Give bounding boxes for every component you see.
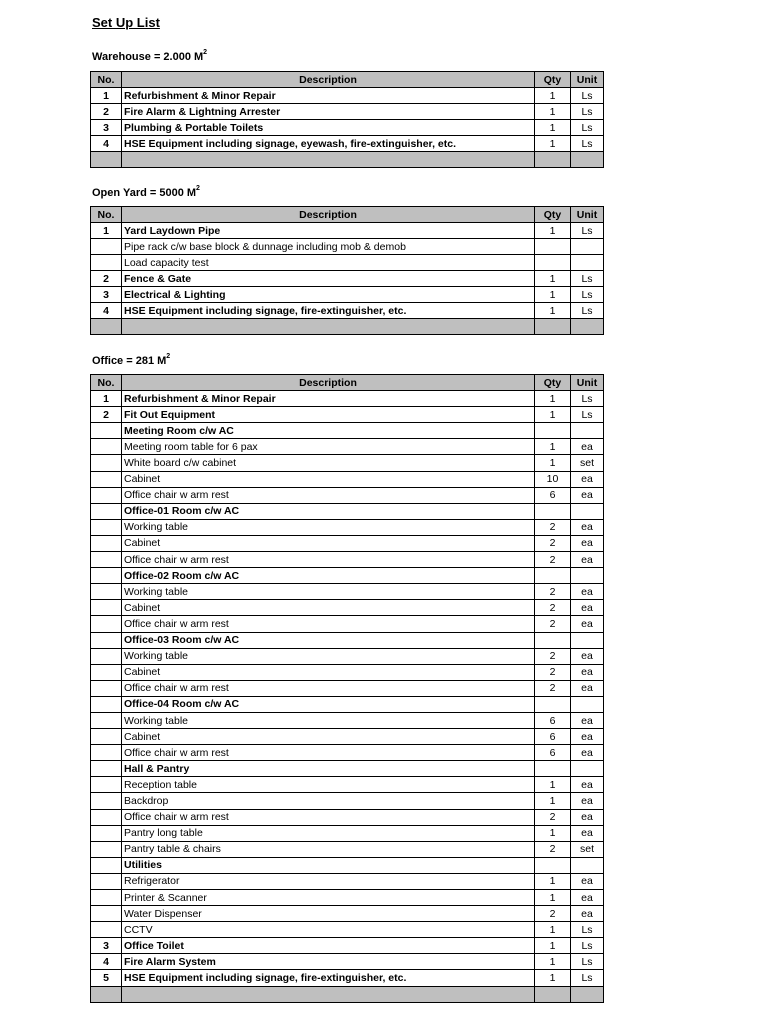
cell-description: Meeting Room c/w AC (122, 423, 535, 439)
cell-qty: 1 (535, 136, 571, 152)
cell-unit (571, 255, 604, 271)
table-row (91, 391, 604, 407)
cell-unit: ea (571, 745, 604, 761)
cell-no (91, 809, 122, 825)
cell-unit: Ls (571, 303, 604, 319)
cell-no (91, 825, 122, 841)
footer-cell (122, 319, 535, 335)
cell-no (91, 745, 122, 761)
cell-description: Office chair w arm rest (122, 809, 535, 825)
table-row (91, 600, 604, 616)
cell-unit: ea (571, 729, 604, 745)
table-row (91, 906, 604, 922)
cell-no: 2 (91, 271, 122, 287)
cell-qty: 1 (535, 825, 571, 841)
cell-no (91, 503, 122, 519)
cell-qty (535, 423, 571, 439)
cell-qty: 1 (535, 391, 571, 407)
cell-no (91, 857, 122, 873)
cell-qty (535, 568, 571, 584)
cell-qty: 2 (535, 552, 571, 568)
cell-unit: Ls (571, 104, 604, 120)
cell-description: Office chair w arm rest (122, 680, 535, 696)
footer-cell (91, 319, 122, 335)
cell-qty (535, 632, 571, 648)
cell-description: Office chair w arm rest (122, 616, 535, 632)
cell-unit: ea (571, 664, 604, 680)
cell-description: Yard Laydown Pipe (122, 223, 535, 239)
cell-qty: 1 (535, 922, 571, 938)
cell-unit: ea (571, 873, 604, 889)
cell-qty (535, 857, 571, 873)
office-heading-text: Office = 281 M (92, 355, 167, 367)
cell-no (91, 471, 122, 487)
cell-unit (571, 696, 604, 712)
cell-description: HSE Equipment including signage, eyewash, fire-extinguisher, etc. (122, 136, 535, 152)
table-row (91, 136, 604, 152)
table-row (91, 255, 604, 271)
cell-unit: Ls (571, 954, 604, 970)
cell-unit: Ls (571, 271, 604, 287)
header-qty: Qty (535, 72, 571, 88)
cell-qty: 2 (535, 809, 571, 825)
footer-cell (91, 152, 122, 168)
table-row (91, 104, 604, 120)
cell-no: 1 (91, 223, 122, 239)
cell-qty: 1 (535, 455, 571, 471)
cell-no (91, 439, 122, 455)
table-row (91, 455, 604, 471)
table-row (91, 970, 604, 986)
cell-qty: 6 (535, 745, 571, 761)
footer-cell (91, 986, 122, 1002)
cell-qty: 1 (535, 954, 571, 970)
cell-description: Fit Out Equipment (122, 407, 535, 423)
cell-description: Printer & Scanner (122, 890, 535, 906)
cell-no (91, 777, 122, 793)
open-yard-table (90, 206, 604, 335)
cell-qty: 2 (535, 616, 571, 632)
cell-unit: Ls (571, 407, 604, 423)
cell-description: Utilities (122, 857, 535, 873)
table-row (91, 120, 604, 136)
cell-no (91, 729, 122, 745)
cell-description: Refurbishment & Minor Repair (122, 88, 535, 104)
footer-cell (535, 986, 571, 1002)
cell-no (91, 632, 122, 648)
table-footer-row (91, 986, 604, 1002)
table-row (91, 439, 604, 455)
cell-description: Working table (122, 648, 535, 664)
header-unit: Unit (571, 72, 604, 88)
table-row (91, 825, 604, 841)
table-row (91, 745, 604, 761)
footer-cell (122, 152, 535, 168)
cell-description: Cabinet (122, 729, 535, 745)
cell-unit: Ls (571, 391, 604, 407)
cell-unit: ea (571, 616, 604, 632)
cell-no: 1 (91, 391, 122, 407)
cell-description: Office chair w arm rest (122, 745, 535, 761)
cell-qty: 2 (535, 519, 571, 535)
cell-unit: ea (571, 487, 604, 503)
cell-qty: 1 (535, 890, 571, 906)
cell-unit: Ls (571, 120, 604, 136)
header-no: No. (91, 375, 122, 391)
cell-no (91, 535, 122, 551)
cell-no (91, 680, 122, 696)
cell-no: 2 (91, 407, 122, 423)
table-row (91, 890, 604, 906)
cell-description: Plumbing & Portable Toilets (122, 120, 535, 136)
cell-unit: ea (571, 600, 604, 616)
table-row (91, 809, 604, 825)
header-no: No. (91, 207, 122, 223)
table-row (91, 552, 604, 568)
cell-description: Reception table (122, 777, 535, 793)
cell-unit (571, 568, 604, 584)
cell-qty: 1 (535, 88, 571, 104)
table-row (91, 729, 604, 745)
cell-description: Cabinet (122, 535, 535, 551)
cell-description: Load capacity test (122, 255, 535, 271)
cell-qty: 1 (535, 873, 571, 889)
cell-no (91, 696, 122, 712)
cell-description: Fence & Gate (122, 271, 535, 287)
cell-description: Electrical & Lighting (122, 287, 535, 303)
header-unit: Unit (571, 207, 604, 223)
cell-description: Office-01 Room c/w AC (122, 503, 535, 519)
cell-unit (571, 239, 604, 255)
cell-qty: 1 (535, 104, 571, 120)
cell-qty: 1 (535, 271, 571, 287)
cell-unit: Ls (571, 223, 604, 239)
table-row (91, 712, 604, 728)
cell-description: Fire Alarm System (122, 954, 535, 970)
table-row (91, 938, 604, 954)
cell-qty: 2 (535, 841, 571, 857)
cell-no (91, 793, 122, 809)
table-row (91, 471, 604, 487)
cell-no (91, 552, 122, 568)
cell-qty (535, 761, 571, 777)
cell-qty: 1 (535, 303, 571, 319)
cell-description: Cabinet (122, 471, 535, 487)
cell-unit: ea (571, 535, 604, 551)
cell-unit: Ls (571, 970, 604, 986)
table-row (91, 519, 604, 535)
header-description: Description (122, 72, 535, 88)
cell-description: Office chair w arm rest (122, 552, 535, 568)
cell-unit: set (571, 841, 604, 857)
cell-unit: Ls (571, 287, 604, 303)
cell-description: Pantry long table (122, 825, 535, 841)
cell-no (91, 712, 122, 728)
table-row (91, 407, 604, 423)
cell-qty: 2 (535, 680, 571, 696)
cell-unit (571, 632, 604, 648)
cell-qty: 6 (535, 729, 571, 745)
header-no: No. (91, 72, 122, 88)
cell-qty: 1 (535, 970, 571, 986)
table-row (91, 873, 604, 889)
cell-no: 3 (91, 287, 122, 303)
open-yard-heading-superscript: 2 (196, 185, 200, 193)
document-title: Set Up List (92, 15, 160, 30)
cell-description: HSE Equipment including signage, fire-extinguisher, etc. (122, 970, 535, 986)
cell-description: Hall & Pantry (122, 761, 535, 777)
cell-qty: 6 (535, 487, 571, 503)
cell-no: 2 (91, 104, 122, 120)
cell-no (91, 519, 122, 535)
table-row (91, 287, 604, 303)
cell-no: 4 (91, 136, 122, 152)
cell-qty (535, 239, 571, 255)
cell-qty: 2 (535, 535, 571, 551)
cell-no (91, 487, 122, 503)
cell-qty: 2 (535, 600, 571, 616)
cell-no: 3 (91, 938, 122, 954)
cell-description: CCTV (122, 922, 535, 938)
cell-unit: ea (571, 712, 604, 728)
cell-unit: ea (571, 890, 604, 906)
cell-unit: ea (571, 584, 604, 600)
table-row (91, 761, 604, 777)
cell-unit: ea (571, 439, 604, 455)
cell-unit: set (571, 455, 604, 471)
header-unit: Unit (571, 375, 604, 391)
cell-qty: 1 (535, 120, 571, 136)
cell-unit: ea (571, 825, 604, 841)
footer-cell (571, 152, 604, 168)
table-row (91, 239, 604, 255)
header-qty: Qty (535, 375, 571, 391)
cell-no: 4 (91, 954, 122, 970)
cell-no (91, 922, 122, 938)
office-table (90, 374, 604, 1003)
table-row (91, 954, 604, 970)
cell-unit (571, 423, 604, 439)
table-row (91, 857, 604, 873)
office-heading (92, 354, 170, 368)
table-row (91, 616, 604, 632)
cell-description: Pipe rack c/w base block & dunnage including mob & demob (122, 239, 535, 255)
table-header-row (91, 72, 604, 88)
cell-qty (535, 255, 571, 271)
cell-no: 3 (91, 120, 122, 136)
table-row (91, 664, 604, 680)
table-footer-row (91, 152, 604, 168)
cell-unit: Ls (571, 938, 604, 954)
cell-no (91, 455, 122, 471)
cell-qty: 2 (535, 584, 571, 600)
cell-description: Working table (122, 519, 535, 535)
footer-cell (571, 319, 604, 335)
footer-cell (122, 986, 535, 1002)
cell-description: Office Toilet (122, 938, 535, 954)
cell-unit: Ls (571, 922, 604, 938)
cell-no: 4 (91, 303, 122, 319)
header-description: Description (122, 375, 535, 391)
cell-unit: ea (571, 471, 604, 487)
cell-description: Office chair w arm rest (122, 487, 535, 503)
cell-no (91, 584, 122, 600)
cell-qty (535, 696, 571, 712)
table-row (91, 777, 604, 793)
cell-qty (535, 503, 571, 519)
table-row (91, 423, 604, 439)
cell-unit: ea (571, 809, 604, 825)
cell-no (91, 890, 122, 906)
cell-no: 1 (91, 88, 122, 104)
cell-unit: ea (571, 519, 604, 535)
cell-qty: 10 (535, 471, 571, 487)
cell-unit: ea (571, 552, 604, 568)
cell-description: Working table (122, 712, 535, 728)
cell-unit (571, 503, 604, 519)
warehouse-table (90, 71, 604, 168)
header-qty: Qty (535, 207, 571, 223)
cell-qty: 1 (535, 223, 571, 239)
table-row (91, 303, 604, 319)
office-heading-superscript: 2 (166, 353, 171, 361)
warehouse-heading (92, 50, 207, 64)
table-footer-row (91, 319, 604, 335)
cell-no (91, 841, 122, 857)
table-row (91, 271, 604, 287)
cell-description: Water Dispenser (122, 906, 535, 922)
table-row (91, 487, 604, 503)
open-yard-heading-text: Open Yard = 5000 M (92, 187, 197, 199)
cell-no (91, 423, 122, 439)
cell-qty: 1 (535, 793, 571, 809)
cell-description: Refurbishment & Minor Repair (122, 391, 535, 407)
cell-description: Cabinet (122, 664, 535, 680)
cell-unit (571, 857, 604, 873)
cell-no (91, 664, 122, 680)
table-row (91, 535, 604, 551)
cell-unit (571, 761, 604, 777)
cell-qty: 1 (535, 439, 571, 455)
table-row (91, 680, 604, 696)
cell-no (91, 239, 122, 255)
cell-unit: ea (571, 793, 604, 809)
cell-qty: 1 (535, 287, 571, 303)
cell-description: Cabinet (122, 600, 535, 616)
table-row (91, 223, 604, 239)
cell-qty: 1 (535, 777, 571, 793)
table-row (91, 632, 604, 648)
table-row (91, 648, 604, 664)
cell-unit: Ls (571, 136, 604, 152)
table-row (91, 696, 604, 712)
table-row (91, 503, 604, 519)
cell-qty: 2 (535, 906, 571, 922)
footer-cell (535, 152, 571, 168)
table-row (91, 793, 604, 809)
warehouse-heading-text: Warehouse = 2.000 M (92, 51, 204, 63)
cell-description: Backdrop (122, 793, 535, 809)
cell-unit: ea (571, 906, 604, 922)
footer-cell (535, 319, 571, 335)
table-row (91, 584, 604, 600)
footer-cell (571, 986, 604, 1002)
cell-description: Office-03 Room c/w AC (122, 632, 535, 648)
cell-description: Office-02 Room c/w AC (122, 568, 535, 584)
cell-qty: 1 (535, 407, 571, 423)
warehouse-heading-superscript: 2 (203, 49, 208, 57)
cell-no (91, 873, 122, 889)
cell-description: Refrigerator (122, 873, 535, 889)
cell-description: Working table (122, 584, 535, 600)
cell-no (91, 616, 122, 632)
cell-qty: 6 (535, 712, 571, 728)
cell-no (91, 568, 122, 584)
cell-description: Fire Alarm & Lightning Arrester (122, 104, 535, 120)
table-header-row (91, 207, 604, 223)
cell-description: HSE Equipment including signage, fire-extinguisher, etc. (122, 303, 535, 319)
cell-qty: 2 (535, 648, 571, 664)
cell-unit: ea (571, 648, 604, 664)
cell-no (91, 648, 122, 664)
cell-qty: 1 (535, 938, 571, 954)
cell-unit: Ls (571, 88, 604, 104)
cell-description: Meeting room table for 6 pax (122, 439, 535, 455)
cell-no (91, 600, 122, 616)
open-yard-heading (92, 186, 200, 200)
cell-description: Office-04 Room c/w AC (122, 696, 535, 712)
cell-description: Pantry table & chairs (122, 841, 535, 857)
cell-unit: ea (571, 680, 604, 696)
table-row (91, 88, 604, 104)
header-description: Description (122, 207, 535, 223)
cell-no (91, 255, 122, 271)
cell-no: 5 (91, 970, 122, 986)
table-row (91, 568, 604, 584)
cell-no (91, 906, 122, 922)
cell-no (91, 761, 122, 777)
table-row (91, 922, 604, 938)
cell-qty: 2 (535, 664, 571, 680)
table-header-row (91, 375, 604, 391)
table-row (91, 841, 604, 857)
cell-unit: ea (571, 777, 604, 793)
cell-description: White board c/w cabinet (122, 455, 535, 471)
